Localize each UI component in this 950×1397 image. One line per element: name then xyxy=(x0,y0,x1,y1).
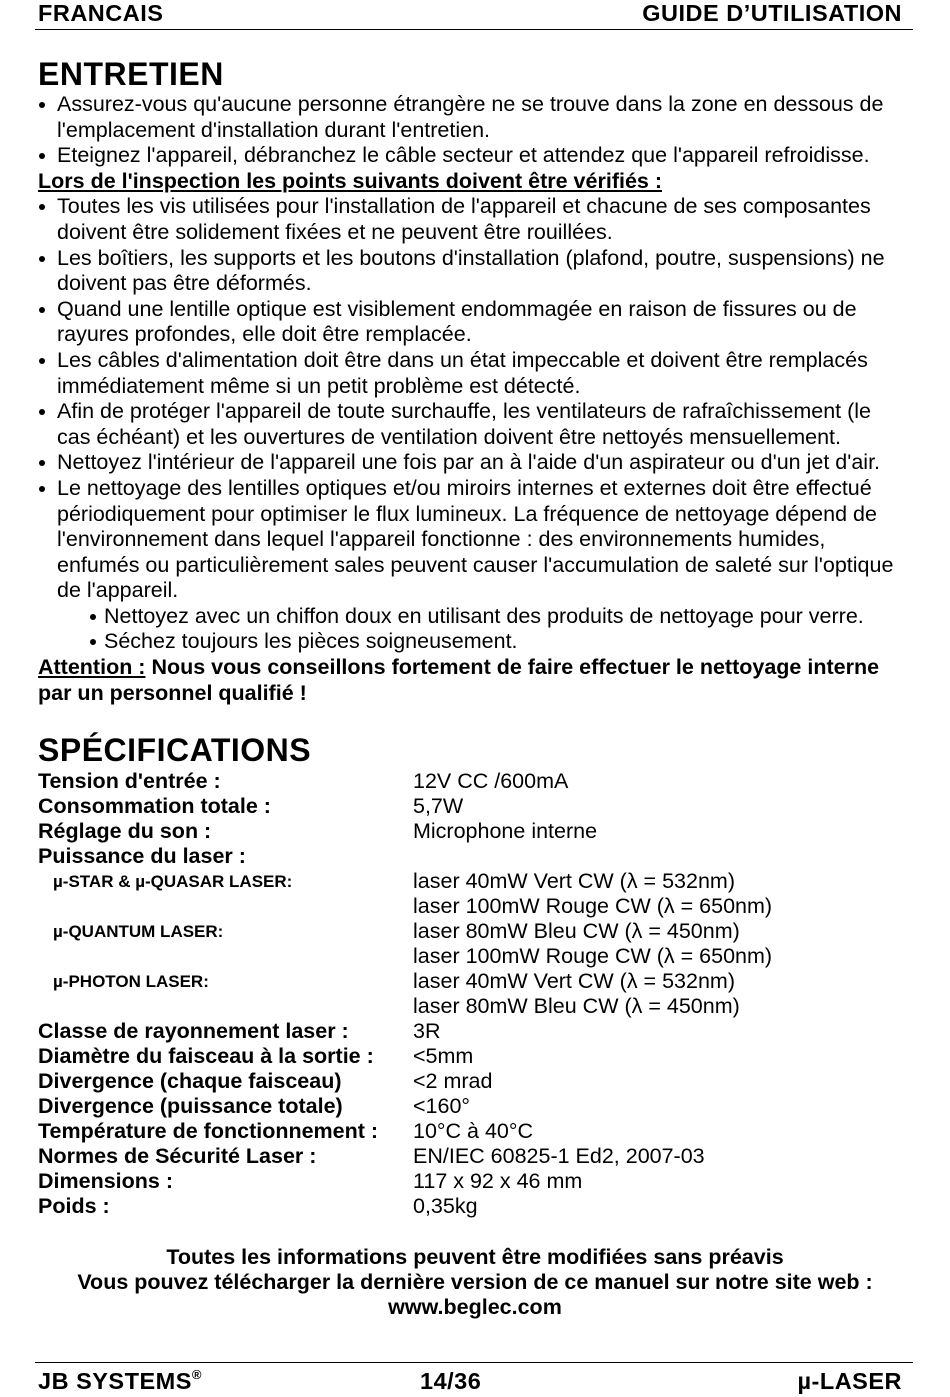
spec-label: Divergence (chaque faisceau) xyxy=(38,1069,342,1093)
specifications-title: SPÉCIFICATIONS xyxy=(38,732,312,768)
header-language: FRANCAIS xyxy=(38,0,164,26)
spec-row xyxy=(38,769,906,794)
list-item xyxy=(38,450,906,476)
spec-value: 3R xyxy=(413,1019,441,1043)
attention-text: Nous vous conseillons fortement de faire effectuer le nettoyage interne par un personnel qualifié ! xyxy=(38,655,880,705)
list-item xyxy=(38,143,906,169)
list-item-text: Toutes les vis utilisées pour l'installation de l'appareil et chacune de ses composantes doivent être solidement fixées et ne peuvent être rouillées. xyxy=(57,194,871,244)
footer-divider xyxy=(35,1362,913,1363)
spec-row xyxy=(38,1094,906,1119)
spec-row xyxy=(38,1144,906,1169)
inspection-heading: Lors de l'inspection les points suivants doivent être vérifiés : xyxy=(38,168,662,193)
sub-list-item xyxy=(38,629,906,655)
laser-model-label: µ-PHOTON LASER: xyxy=(53,972,209,991)
sub-list-item-text: Nettoyez avec un chiffon doux en utilisant des produits de nettoyage pour verre. xyxy=(104,603,864,628)
spec-row xyxy=(38,1194,906,1219)
list-item-text: Les boîtiers, les supports et les boutons d'installation (plafond, poutre, suspensions) ne doivent pas être déformés. xyxy=(57,245,885,296)
notice-line: Vous pouvez télécharger la dernière version de ce manuel sur notre site web : xyxy=(77,1270,873,1294)
laser-model-values xyxy=(413,969,906,1019)
spec-row xyxy=(38,1044,906,1069)
list-item-text: Assurez-vous qu'aucune personne étrangère ne se trouve dans la zone en dessous de l'emplacement d'installation durant l'entretien. xyxy=(57,92,884,142)
spec-row xyxy=(38,844,906,869)
bullet-icon xyxy=(39,153,45,159)
list-item-text: Nettoyez l'intérieur de l'appareil une fois par an à l'aide d'un aspirateur ou d'un jet d'air. xyxy=(57,450,881,475)
update-notice xyxy=(0,1245,950,1320)
notice-line: Toutes les informations peuvent être modifiées sans préavis xyxy=(166,1245,784,1269)
list-item xyxy=(38,348,906,399)
list-item xyxy=(38,194,906,245)
list-item xyxy=(38,297,906,348)
attention-note xyxy=(38,655,906,706)
bullet-icon xyxy=(90,614,96,620)
laser-spec-line: laser 40mW Vert CW (λ = 532nm) xyxy=(413,869,735,893)
list-item-text: Eteignez l'appareil, débranchez le câble secteur et attendez que l'appareil refroidisse. xyxy=(57,143,870,168)
laser-model-label: µ-QUANTUM LASER: xyxy=(53,922,224,941)
list-item-text: Le nettoyage des lentilles optiques et/ou miroirs internes et externes doit être effectué périodiquement pour optimiser le flux lumineux. La fréquence de nettoyage dépend de l'environnement dans lequel l'appareil fonctionne : des environnements humides, enfumés ou particulièrement sales peuvent causer l'accumulation de saleté sur l'optique de l'appareil. xyxy=(57,475,894,603)
sub-list-item xyxy=(38,604,906,630)
spec-label: Classe de rayonnement laser : xyxy=(38,1019,349,1043)
spec-value xyxy=(413,844,906,869)
spec-label: Tension d'entrée : xyxy=(38,769,221,793)
spec-value: 0,35kg xyxy=(413,1194,478,1218)
spec-value: <5mm xyxy=(413,1044,474,1068)
header-divider xyxy=(35,29,913,30)
page-number: 14/36 xyxy=(420,1368,482,1394)
laser-spec-line: laser 80mW Bleu CW (λ = 450nm) xyxy=(413,919,740,943)
spec-value: <160° xyxy=(413,1094,471,1118)
bullet-icon xyxy=(39,358,45,364)
spec-value: 10°C à 40°C xyxy=(413,1119,533,1143)
header-guide-title: GUIDE D’UTILISATION xyxy=(642,0,902,26)
list-item xyxy=(38,246,906,297)
bullet-icon xyxy=(39,307,45,313)
spec-row xyxy=(38,1119,906,1144)
bullet-icon xyxy=(39,102,45,108)
bullet-icon xyxy=(39,256,45,262)
spec-label: Poids : xyxy=(38,1194,110,1218)
spec-label: Dimensions : xyxy=(38,1169,173,1193)
bullet-icon xyxy=(39,409,45,415)
spec-row xyxy=(38,1169,906,1194)
spec-row xyxy=(38,1019,906,1044)
attention-label: Attention : xyxy=(38,655,146,680)
laser-model-label: µ-STAR & µ-QUASAR LASER: xyxy=(53,872,293,891)
specifications-table xyxy=(38,769,906,1219)
laser-spec-line: laser 100mW Rouge CW (λ = 650nm) xyxy=(413,944,773,968)
spec-label: Diamètre du faisceau à la sortie : xyxy=(38,1044,374,1068)
spec-label: Consommation totale : xyxy=(38,794,271,818)
bullet-icon xyxy=(39,204,45,210)
page-footer xyxy=(38,1369,902,1393)
spec-row xyxy=(38,794,906,819)
spec-label: Divergence (puissance totale) xyxy=(38,1094,343,1118)
spec-value: <2 mrad xyxy=(413,1069,493,1093)
bullet-icon xyxy=(90,639,96,645)
spec-label: Réglage du son : xyxy=(38,819,212,843)
spec-row-laser-model xyxy=(38,969,906,1019)
spec-row xyxy=(38,819,906,844)
list-item-text: Afin de protéger l'appareil de toute surchauffe, les ventilateurs de rafraîchissement (le cas échéant) et les ouvertures de ventilation doivent être nettoyés mensuellement. xyxy=(57,399,871,449)
list-item xyxy=(38,476,906,604)
list-item-text: Les câbles d'alimentation doit être dans un état impeccable et doivent être remplacés immédiatement même si un petit problème est détecté. xyxy=(57,347,868,398)
website-url: www.beglec.com xyxy=(388,1295,562,1319)
laser-spec-line: laser 40mW Vert CW (λ = 532nm) xyxy=(413,969,735,993)
spec-row xyxy=(38,1069,906,1094)
sub-list-item-text: Séchez toujours les pièces soigneusement. xyxy=(104,629,518,654)
spec-value: Microphone interne xyxy=(413,819,598,843)
laser-spec-line: laser 100mW Rouge CW (λ = 650nm) xyxy=(413,894,773,918)
maintenance-section xyxy=(38,92,906,706)
spec-row-laser-model xyxy=(38,869,906,919)
laser-model-values xyxy=(413,869,906,919)
registered-mark: ® xyxy=(191,1367,202,1382)
footer-brand xyxy=(38,1369,201,1393)
spec-label: Température de fonctionnement : xyxy=(38,1119,379,1143)
spec-value: 5,7W xyxy=(413,794,464,818)
list-item-text: Quand une lentille optique est visiblement endommagée en raison de fissures ou de rayures profondes, elle doit être remplacée. xyxy=(57,296,857,347)
spec-label: Puissance du laser : xyxy=(38,844,246,868)
maintenance-title: ENTRETIEN xyxy=(38,56,224,92)
brand-name: JB SYSTEMS xyxy=(38,1368,192,1394)
spec-value: 12V CC /600mA xyxy=(413,769,569,793)
footer-model: µ-LASER xyxy=(797,1368,902,1394)
bullet-icon xyxy=(39,486,45,492)
page-header xyxy=(38,1,902,25)
bullet-icon xyxy=(39,460,45,466)
laser-spec-line: laser 80mW Bleu CW (λ = 450nm) xyxy=(413,994,740,1018)
spec-label: Normes de Sécurité Laser : xyxy=(38,1144,317,1168)
spec-value: 117 x 92 x 46 mm xyxy=(413,1169,583,1193)
list-item xyxy=(38,92,906,143)
spec-row-laser-model xyxy=(38,919,906,969)
laser-model-values xyxy=(413,919,906,969)
list-item xyxy=(38,399,906,450)
spec-value: EN/IEC 60825-1 Ed2, 2007-03 xyxy=(413,1144,705,1168)
